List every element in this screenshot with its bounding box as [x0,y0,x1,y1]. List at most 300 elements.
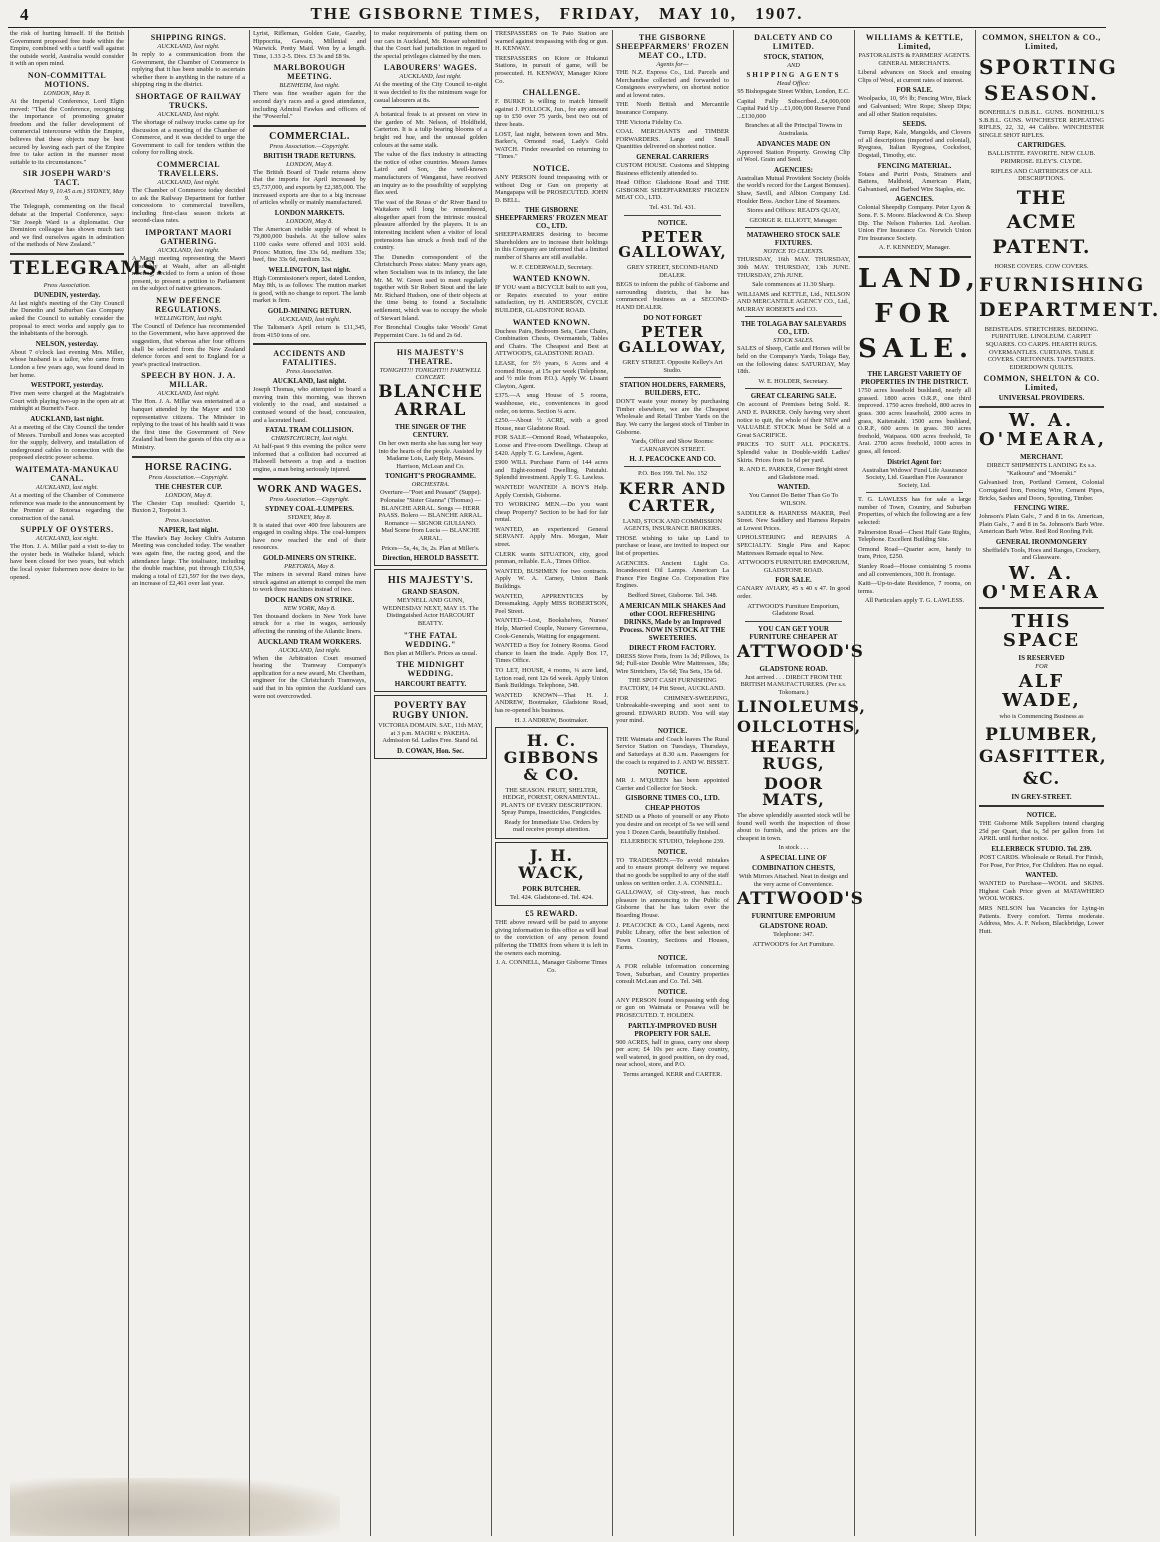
ad-text: Liberal advances on Stock and ensuing Clips of Wool, at current rates of interest. [858,69,971,84]
ad-subheading: IS RESERVED [1018,653,1065,662]
article-text: In reply to a communication from the Government, the Chamber of Commerce is replying that it has been unable to ascertain whether there is anything in the nature of a shipping ring in the district. [132,51,245,89]
rugby-advertisement [374,695,487,759]
classified-notice: WANTED a Boy for Joinery Rooms. Good chance to learn the trade. Apply Box 17, Times Office. [495,642,608,665]
ad-text: 95 Bishopsgate Street Within, London, E.C. [737,88,850,95]
ad-text: FOR CHIMNEY-SWEEPING, Unbreakable-sweeping and soot sent to ground. EDWARD RUDD. You will stay your mind. [616,694,729,725]
ad-text: Woolpacks, 10, 9½ lb; Fencing Wire, Black and Galvanised; Wire Rope; Sheep Dips; and all other Station requisites. [858,95,971,118]
ad-subheading: FENCING MATERIAL. [877,161,952,170]
ad-text: PASTORALISTS & FARMERS' AGENTS. GENERAL MERCHANTS. [858,52,971,67]
ad-text: In stock . . . [778,844,809,852]
ad-text: Totara and Puriri Posts, Strainers and Battens, Malthoid, American Plain, Galvanised, and Barbed Wire Staples, etc. [858,170,971,193]
section-title: COMMERCIAL. [269,130,350,142]
article-text: The British Board of Trade returns show that the imports for April increased by £5,737,000, and exports by £2,385,000. The increased exports are due to a big increase of articles wholly or mainly manufactured. [253,168,366,207]
ad-text: Kaiti—Up-to-date Residence, 7 rooms, on terms. [858,580,971,595]
article-text: The American visible supply of wheat is 79,800,000 bushels. At the tallow sales 1100 casks were offered and 1031 sold. Prices: Mutton, fine 33s 6d, medium 33s; beef, fine 33s 6d, medium 33s. [253,225,366,264]
ad-text: Australian Widows' Fund Life Assurance Society, Ltd. Guardian Fire Assurance Society, Ltd. [861,466,968,489]
dateline: AUCKLAND, last night. [278,316,341,324]
ad-text: Box plan at Miller's. Prices as usual. [383,649,478,657]
article-text: At a meeting of the City Council the tender of Messrs. Turnbull and Jones was accepted for the supply, delivery, and installation of underground cables in connection with the proposed electric power scheme. [10,423,124,462]
ad-text: THE SEASON. FRUIT, SHELTER, HEDGE, FOREST, ORNAMENTAL. PLANTS OF EVERY DESCRIPTION. Spray Pumps, Insecticides, Fungicides. [501,786,602,817]
ad-subheading: CARTRIDGES. [1017,141,1066,150]
ad-text: CUSTOM HOUSE. Customs and Shipping Business efficiently attended to. [616,161,729,177]
ad-text: THE Victoria Fidelity Co. [616,118,683,126]
notice-heading: THE GISBORNE SHEEPFARMERS' FROZEN MEAT CO., LTD. [495,206,608,231]
article-text: The Dunedin correspondent of the Christchurch Press states: Many years ago, when Socialism was in its infancy, the late Mr. M. W. Green used to meet regularly together with Sir Robert Stout and the late Mr. Richard Hudson, one of their objects at the time being to found a Socialistic settlement, which was to occupy the whole of Stewart Island. [374,253,487,322]
theatre-advertisement [374,569,487,692]
ad-text: DRESS Stove Frets, from 1s 3d; Pillows, 1s 9d; Full-size Double Wire Mattresses, 18s; Wire Stretchers, 15s 6d; Tea Sets, 15s 6d. [616,652,729,675]
ad-subheading: District Agent for: [887,457,942,466]
article-text: Ten thousand dockers in New York have struck for a rise in wages, seriously affecting the running of the Atlantic liners. [253,612,366,635]
ad-product-name: HEARTH RUGS, [750,736,837,773]
ad-headline: THIS SPACE [1002,610,1081,651]
article-text: A botanical freak is at present on view in the garden of Mr. Nelson, of Holdfield, Carterton. It is a tulip bearing blooms of a bright red hue, and the unusual golden colours at the same stalk. [374,111,487,149]
ad-product-name: OILCLOTHS, [737,717,862,737]
divider [745,316,842,317]
section-rule [132,456,245,458]
ad-text: P.O. Box 199. Tel. No. 152 [637,470,708,478]
nursery-advertisement [495,727,608,839]
ad-heading: HIS MAJESTY'S. [387,575,474,587]
ad-text: Branches at all the Principal Towns in Australasia. [744,122,843,137]
article-headline: SIR JOSEPH WARD'S TACT. [23,169,111,188]
article-headline: COMMERCIAL TRAVELLERS. [156,159,221,178]
notice-heading: WANTED KNOWN. [512,317,591,327]
ad-text: Ormond Road—Quarter acre, handy to tram, Price, £250. [858,545,971,561]
article-text: There was fine weather again for the second day's races and a good attendance, including Admiral Fawkes and officers of the "Powerful." [253,90,366,121]
article-headline: IMPORTANT MAORI GATHERING. [145,227,232,246]
ad-programme: Overture—"Poet and Peasant" (Suppe). Polonaise "Sister Gianna" (Thomas) — BLANCHE ARRAL. Songs — HERR PAASS. Bolero — BLANCHE ARRAL. Romance — SIGNOR GIULIANO. Mad Scene from Lucia — BLANCHE ARRAL. [378,489,483,542]
article-text: The Hawke's Bay Jockey Club's Autumn Meeting was concluded today. The weather was again fine, the racing good, and the attendance large. The totalisator, including the double machine, put through £10,534, making a total of £21,597 for the two days, an increase of £2,461 over last year. [132,534,245,588]
ad-orchestra: ORCHESTRA. [411,481,450,489]
classified-notice: F. BURKE is willing to match himself against J. POLLOCK, Jun., for any amount up to £50 over 75 yards, best two out of three heats. [495,98,608,128]
ad-text: AGENCIES. Ancient Light Co. Incandescent Oil Lamps. American La France Fire Engine Co. Corporation Fire Engines. [616,559,729,590]
ad-subheading: ADVANCES MADE ON [756,139,831,148]
notice-heading: NOTICE. [657,847,688,856]
butcher-advertisement [495,842,608,906]
ad-subheading: UNIVERSAL PROVIDERS. [998,394,1085,403]
ad-text: Sale commences at 11.30 Sharp. [752,281,835,289]
ad-text: Colonial Sheepdip Company. Peter Lyon & Sons. F. S. Moore. Blackwood & Co. Sheep Dip. The Nelson Fisheries Ltd. Aeolian. Union Fire Insurance Co. Norwich Union Fire Insurance Society. [858,204,971,242]
ad-subheading: MERCHANT. [1020,453,1063,462]
notice-heading: NOTICE. [657,726,688,735]
ad-heading: GREAT CLEARING SALE. [750,392,837,401]
classified-notice: WANTED, APPRENTICES by Dressmaking. Apply MISS ROBERTSON, Peel Street. [495,592,608,615]
ad-text: On her own merits she has sung her way into the hearts of the people. Assisted by Madame Lois, Lady Reip, Messrs. Harrison, McLean and Co. [378,440,483,470]
section-rule [253,125,366,127]
classified-notice: TO WORKING MEN.—Do you want cheap Property? Section to be had for fair rental. [495,501,608,524]
ad-text: A FOR reliable information concerning Town, Suburban, and Country properties consult McLean and Co. Tel. 348. [616,962,729,986]
ad-subheading: GRAND SEASON. [401,588,460,597]
ad-text: SEND us a Photo of yourself or any Photo you desire and on receipt of 5s we will send you 1 Dozen Cards, beautifully finished. [616,813,729,836]
ad-text: All Particulars apply T. G. LAWLESS. [864,597,965,605]
ad-subheading: CHEAP PHOTOS [645,804,700,813]
ad-text: The above splendidly assorted stock will be found well worth the inspection of those about to furnish, and the prices are the cheapest in town. [737,812,850,842]
article-headline: SYDNEY COAL-LUMPERS. [265,504,354,513]
ad-text: DON'T waste your money by purchasing Timber elsewhere, we are the Cheapest Wholesale and Retail Timber Yards on the Bay. We carry the largest stock of Timber in Gisborne. [616,398,729,436]
ad-text: Head Office: Gladstone Road and THE GISBORNE SHEEPFARMERS' FROZEN MEAT CO., LTD. [616,179,729,202]
article-text: At the meeting of the City Council to-night it was decided to fix the minimum wage for casual labourers at 8s. [374,81,487,104]
ad-subheading: ELLERBECK STUDIO. Tel. 239. [991,845,1092,854]
ad-subheading: GENERAL CARRIERS [636,152,709,161]
ad-headline: FURNISHING DEPARTMENT. [979,274,1160,322]
divider [624,215,721,216]
article-text: At a meeting of the Chamber of Commerce reference was made to the announcement by the Premier at Rotorua regarding the construction of the canal. [10,491,124,522]
ad-text: TO TRADESMEN.—To avoid mistakes and to ensure prompt delivery we request that no goods be supplied to any of the staff unless on written order. J. A. CONNELL. [616,856,729,887]
notice-heading: NOTICE. [657,768,688,777]
classified-notice: £250.—About ½ ACRE, with a good House, near Gladstone Road. [495,417,608,432]
dateline: NEW YORK, May 8. [283,604,336,612]
dateline: Press Association. [43,281,91,289]
ad-text: GREY STREET. Opposite Kelley's Art Studio. [622,359,723,374]
section-rule [253,343,366,345]
article-text: Five men were charged at the Magistrate's Court with playing two-up in the open air at midnight at Burnett's Face. [10,390,124,413]
column-rule [128,30,129,1536]
ad-text: MR J. M'QUEEN has been appointed Carrier and Collector for Stock. [616,777,729,792]
classified-notice: TRESPASSERS on Kiore or Hukanui Stations, in pursuit of game, will be prosecuted. H. KENWAY, Manager Kiore Co. [495,54,608,85]
dateline-city: AUCKLAND, last night. [272,377,347,386]
ad-text: HORSE COVERS. COW COVERS. [994,262,1089,270]
ad-company-name: W. A. O'MEARA, [979,410,1107,451]
ad-company-name: COMMON, SHELTON & CO. Limited, [983,374,1100,393]
column-8 [858,30,981,1536]
ad-text: Terms arranged. KERR and CARTER. [623,1070,722,1078]
issue-year: 1907. [755,4,804,23]
article-headline: SPEECH BY HON. J. A. MILLAR. [141,371,236,390]
column-3 [253,30,366,1536]
ad-text: BALLISTITE. FAVORITE. NEW CLUB. PRIMROSE. ELEY'S. CLYDE. [987,150,1096,165]
column-rule [733,30,734,1536]
classified-signature: H. J. ANDREW, Bootmaker. [514,716,589,724]
article-headline: GOLD-MINERS ON STRIKE. [262,553,357,562]
ad-subheading: TONIGHT!!! TONIGHT!!! FAREWELL CONCERT. [379,367,482,382]
article-headline: LABOURERS' WAGES. [383,63,478,73]
column-4 [374,30,487,1536]
ad-text: Capital Fully Subscribed...£4,000,000 Capital Paid Up ...£1,000,000 Reserve Fund ...£130,000 [737,97,850,120]
dateline: PRETORIA, May 8. [284,562,335,570]
ad-play-title: THE MIDNIGHT WEDDING. [396,660,465,679]
masthead-title [8,4,1106,24]
ad-text: Palmerston Road—Chest Half Gate Rights, Telephone. Excellent Building Site. [858,528,971,544]
ad-subheading: SHIPPING AGENTS [746,71,841,79]
ad-text: MEYNELL AND GUNN, WEDNESDAY NEXT, MAY 15. The Distinguished Actor HARCOURT BEATTY. [382,597,479,627]
column-1 [10,30,164,1536]
theatre-advertisement [374,342,487,566]
ad-text: On account of Premises being Sold. R. AND E. PARKER. Only having very short notice to quit, the whole of their NEW and VALUABLE STOCK Must be Sold at a Great SACRIFICE. [737,401,850,439]
article-text: The miners in several Rand mines have struck against an attempt to compel the men to work three machines instead of two. [253,570,366,594]
ad-heading: THE GISBORNE SHEEPFARMERS' FROZEN MEAT CO., LTD. [616,33,729,60]
article-headline: SHIPPING RINGS. [150,33,227,42]
article-text: The vast of the Reuss o' dir' River Band to Waitakere will long be remembered, altogether apart from the intrinsic musical pleasure afforded by the players. It is an interesting incident when a visitor of local pretensions has struck a fresh trail of the country. [374,198,487,252]
dateline: LONDON, May 8. [165,491,212,499]
ad-heading: MATAWHERO STOCK SALE FIXTURES. [746,231,841,248]
ad-text: Approved Station Property. Growing Clip of Wool. Grain and Seed. [737,148,850,164]
divider [624,377,721,378]
section-rule [979,805,1104,807]
ad-text: Just arrived . . . DIRECT FROM THE BRITISH MANUFACTURERS. (Per s.s. Tokomaru.) [740,673,847,696]
column-7 [737,30,866,1536]
issue-date: MAY 10, [659,4,738,23]
article-text: Lyrist, Rifleman, Golden Gate, Gazeby, Hippocrita, Gawain, Millenial and Warwick. Pretty Maid. Won by a length. Time, 1.33 2-5. Divs. £3 3s and £8 9s. [253,30,366,60]
ad-text: BEDSTEADS. STRETCHERS. BEDDING. FURNITURE. LINOLEUM. CARPET SQUARES. CO CARPS. HEARTH RUGS. OVERMANTLES. CURTAINS. TABLE COVERS. CRETONNES. TAPESTRIES. EIDERDOWN QUILTS. [984,325,1099,371]
classified-notice: IF YOU want a BICYCLE built to suit you, or Repairs executed to your entire satisfaction, try H. ANDERSON, CYCLE BUILDER, GLADSTONE ROAD. [495,284,608,315]
article-text: The Hon. J. A. Millar paid a visit to-day to the oyster beds in Waiheke Island, which have been closed for two years, but which the local oyster fishermen now desire to be opened. [10,543,124,581]
ad-direction: Direction, HEROLD BASSETT. [382,554,479,563]
divider [745,227,842,228]
ad-subheading: THE LARGEST VARIETY OF PROPERTIES IN THE DISTRICT. [860,370,969,387]
ad-text: GEORGE R. ELLIOTT, Manager. [749,216,838,224]
ad-text: R. AND E. PARKER, Corner Bright street and Gladstone road. [739,466,848,481]
divider [866,492,963,493]
ad-text: POST CARDS. Wholesale or Retail. For Finish, For Pose, For Price, For Children. Has no equal. [979,854,1104,869]
ad-subheading: SEEDS. [902,120,927,129]
article-text: The Chamber of Commerce today decided to ask the Railway Department for further concessions to commercial travellers, including first-class season tickets at second-class rates. [132,186,245,225]
ad-headline: SPORTING SEASON. [979,55,1118,105]
ad-company-name: H. C. GIBBONS & CO. [503,731,600,784]
ad-subheading: COMBINATION CHESTS, [751,864,836,873]
ad-headline: LAND, FOR SALE. [858,263,981,365]
ad-text: W. E. HOLDER, Secretary. [758,377,829,385]
ad-subheading: DIRECT FROM FACTORY. [629,643,716,652]
ad-text: You Cannot Do Better Than Go To WILSON. [748,492,839,507]
column-5 [495,30,608,1536]
ad-prices: Prices—5s, 4s, 3s, 2s. Plan at Miller's. [381,544,480,552]
article-text: About 7 o'clock last evening Mrs. Miller, whose husband is a tailor, who came from London a few years ago, was found dead in her home. [10,348,124,379]
notice-heading: WANTED. [777,483,810,492]
article-headline: GOLD-MINING RETURN. [267,307,352,316]
ad-subheading: STOCK SALES. [773,337,814,345]
ad-subheading: AGENCIES. [895,195,934,204]
classified-notice: WANTED, an experienced General SERVANT. Apply Mrs. Morgan, Mair street. [495,525,608,549]
article-headline: BRITISH TRADE RETURNS. [263,151,356,160]
dateline: CHRISTCHURCH, last night. [271,435,348,443]
ad-text: ELLERBECK STUDIO, Telephone 239. [620,838,725,846]
column-6 [616,30,729,1536]
section-rule [10,253,124,255]
article-text: the risk of hurting himself. If the British Government proposed free trade within the Empire, combined with a tariff wall against the outside world, Australia would consider it with an open mind. [10,30,124,68]
classified-notice: WANTED—Lost, Bookshelves, Nurses' Help, Married Couple, Nursery Governess, Cook-Generals, Waiting for engagement. [495,617,608,640]
ad-subheading: GLADSTONE ROAD. [759,664,828,673]
article-headline: FATAL TRAM COLLISION. [265,426,354,435]
classified-notice: LEASE, for 5½ years, 6 Acres and 4 roomed House, at 15s per week (Telephone, and ½ mile from P.O.). Apply W. Lissant Clayton, Agent. [495,360,608,390]
article-text: When the Arbitration Court resumed hearing the Tramway Company's application for a new award, Mr. Cheetham, engineer for the Christchurch Tramways, said that in his opinion the Auckland cars were not overcrowded. [253,654,366,700]
ad-text: J. PEACOCKE & CO., Land Agents, next Public Library, offer the best selection of Town Country, Sections and Houses, Farms. [616,921,729,952]
ad-text: BONEHILL'S D.B.B.L. GUNS. BONEHILL'S S.B.B.L. GUNS. WINCHESTER REPEATING RIFLES, 22, 32, 44 Calibre. WINCHESTER SINGLE SHOT RIFLES. [979,109,1104,139]
ad-text: Turnip Rape, Kale, Mangolds, and Clovers of all descriptions (imported and colonial), Ryegrass, Italian Ryegrass, Cocksfoot, Dogstail, Timothy, etc. [858,129,971,159]
dateline: LONDON, May 8. [286,217,333,225]
classified-notice: Duchess Pairs, Bedroom Sets, Cane Chairs, Combination Chests, Overmantels, Tables and Chairs. The Cheapest and Best at ATTWOOD'S, GLADSTONE ROAD. [495,327,608,358]
ad-text: MRS NELSON has Vacancies for Lying-in Patients. Every comfort. Terms moderate. Address, Mrs. A. F. Nelson, Blackbridge, Lower Hutt. [979,905,1104,935]
ad-performer-name: BLANCHE ARRAL [378,382,483,421]
ad-company-name: PETER GALLOWAY, [618,322,727,357]
ad-text: LAND, STOCK AND COMMISSION AGENTS, INSURANCE BROKERS. [622,517,723,533]
article-headline: SHORTAGE OF RAILWAY TRUCKS. [135,91,242,110]
ad-heading: WILLIAMS & KETTLE, Limited, [865,33,964,51]
ad-text: Yards, Office and Show Rooms: CARNARVON STREET. [631,438,714,453]
ad-company-name: KERR AND CARTER, [618,479,727,515]
ad-product-name: LINOLEUMS, [737,697,866,717]
ad-subheading: GENERAL IRONMONGERY [995,537,1088,546]
ad-text: THOSE wishing to take up Land to purchase or lease, are invited to inspect our list of properties. [616,534,729,557]
ad-text: SADDLER & HARNESS MAKER, Peel Street. New Saddlery and Harness Repairs at Lowest Prices. [737,509,850,532]
section-title: ACCIDENTS AND FATALITIES. [273,349,346,368]
ad-company-name: J. H. WACK, [518,846,585,882]
ad-text: Ready for Immediate Use. Orders by mail receive prompt attention. [504,818,599,834]
notice-heading: WANTED. [1025,871,1058,880]
dateline: AUCKLAND, last night. [35,483,99,491]
article-text: High Commissioner's report, dated London, May 8th, is as follows: The mutton market is good, with no change to report. The lamb market is firm. [253,274,366,305]
ad-text: ATTWOOD'S FURNITURE EMPORIUM, GLADSTONE ROAD. [737,559,850,574]
article-headline: THE CHESTER CUP. [154,482,223,491]
ad-text: Stanley Road—House containing 5 rooms and all conveniences, 300 ft. frontage. [858,563,971,578]
dateline: LONDON, May 8. [43,89,91,97]
article-text: For Bronchial Coughs take Woods' Great Peppermint Cure. 1s 6d and 2s 6d. [374,324,487,339]
ad-subheading: PORK BUTCHER. [522,884,581,893]
notice-heading: CHALLENGE. [522,88,581,98]
ad-text: VICTORIA DOMAIN. SAT., 11th MAY, at 3 p.m. MAORI v. PAKEHA. Admission 6d. Ladies Free. Stand 6d. [378,722,483,745]
article-headline: MARLBOROUGH MEETING. [273,63,346,82]
ad-text: PRICES TO SUIT ALL POCKETS. Splendid value in Double-width Ladies' Skirts. Prices from 1s 6d per yard. [737,441,850,464]
dateline: AUCKLAND, last night. [399,73,462,81]
ad-signature: D. COWAN, Hon. Sec. [396,746,465,755]
ad-text: COAL MERCHANTS and TIMBER FORWARDERS. Large and Small Quantities delivered on shortest notice. [616,128,729,151]
article-headline: WAITEMATA-MANUKAU CANAL. [15,464,119,483]
classified-notice: £375.—A snug House of 5 rooms, washhouse, etc., conveniences in good order, on terms. Section ¼ acre. [495,392,608,415]
classified-notice: TO LET, HOUSE, 4 rooms, ¼ acre land, Lytton road, rent 12s 6d week. Apply Union Bank Buildings. Telephone, 348. [495,666,608,690]
issue-day: FRIDAY, [559,4,641,23]
ad-subheading: IN GREY-STREET. [1011,793,1072,802]
ad-text: THE North British and Mercantile Insurance Company. [616,101,729,116]
notice-heading: NOTICE. [657,218,688,227]
notice-heading: NOTICE. [657,953,688,962]
article-text: At half-past 9 this evening the police were informed that a collision had occurred at Halswell between a trap and a traction engine, a man being seriously injured. [253,443,366,473]
dateline: BLENHEIM, last night. [279,82,340,90]
ad-text: GREY STREET, SECOND-HAND DEALER. [626,264,719,279]
article-text: Joseph Thomas, who attempted to board a moving train this morning, was thrown violently to the road, and sustained a contused wound of the head, concussion, and a lacerated hand. [253,386,366,424]
dateline: WELLINGTON, last night. [154,314,223,322]
ad-heading: THE TOLAGA BAY SALEYARDS CO., LTD. [740,320,847,337]
ad-text: THE N.Z. Express Co., Ltd. Parcels and Merchandise collected and forwarded to Consignees everywhere, on shortest notice and at lowest rates. [616,69,729,99]
article-text: The Council of Defence has recommended to the Government, who have approved the suggestion, that whereas after four officers shall be selected from the New Zealand defence forces and sent to England for a year's practical instruction. [132,322,245,368]
article-headline: SUPPLY OF OYSTERS. [20,525,114,535]
ad-subheading: STATION HOLDERS, FARMERS, BUILDERS, ETC. [619,381,726,398]
ad-text: THE SPOT CASH FURNISHING FACTORY, 14 Pitt Street, AUCKLAND. [620,677,725,692]
ad-text: Tel. 431. Tel. 431. [649,203,696,211]
classified-notice: TRESPASSERS on Te Pato Station are warned against trespassing with dog or gun. H. KENWAY. [495,30,608,53]
article-headline: DOCK HANDS ON STRIKE. [264,595,355,604]
section-rule [253,478,366,480]
dateline: AUCKLAND, last night. [157,43,220,50]
ad-text: Bedford Street, Gisborne. Tel. 348. [627,591,718,599]
ad-heading: DALCETY AND CO LIMITED. [754,33,833,51]
ad-subheading: AND [787,62,800,69]
dateline: AUCKLAND, last night. [157,246,220,254]
ad-headline: PLUMBER, GASFITTER, &C. [979,725,1107,790]
ad-heading: HIS MAJESTY'S THEATRE. [396,348,465,367]
classified-notice: FOR SALE—Ormond Road, Whataupoko, Loose and Five-room Dwellings. Cheap at £420. Apply T. G. Lawless, Agent. [495,434,608,457]
ad-text: WANTED to Purchase—WOOL and SKINS. Highest Cash Price given at MATAWHERO WOOL WORKS. [979,880,1104,903]
dateline: SYDNEY, May 8. [287,513,332,521]
paper-name: THE GISBORNE TIMES, [310,4,542,23]
column-rule [612,30,613,1536]
article-headline: LONDON MARKETS. [274,208,345,217]
ad-programme-heading: TONIGHT'S PROGRAMME. [385,472,476,481]
ad-text: GALLOWAY, of City-street, has much pleasure in announcing to the Public of Gisborne that he has taken over the Boarding House. [616,889,729,919]
dateline-city: DUNEDIN, yesterday. [33,290,101,299]
ad-text: With Mirrors Attached. Neat in design and the very acme of Convenience. [739,873,848,888]
divider [624,466,721,467]
ad-text: who is Commencing Business as [999,713,1084,721]
ad-subheading: Head Office: [776,80,811,87]
dateline: Press Association.—Copyright. [148,473,229,481]
ad-company-name: ATTWOOD'S [737,889,864,910]
dateline: AUCKLAND, last night. [278,646,341,654]
dateline: Press Association. [165,516,212,524]
ad-text: CANARY AVIARY, 45 x 40 x 47. In good order. [737,585,850,600]
article-text: The Chester Cup resulted: Querido 1, Buxton 2, Torpoint 3. [132,499,245,515]
dateline: AUCKLAND, last night. [157,110,220,118]
page-number: 4 [20,5,31,24]
dateline-city: NELSON, yesterday. [35,339,99,348]
dateline: Press Association.—Copyright. [269,495,350,503]
classified-notice: WANTED KNOWN—That H. J. ANDREW, Bootmaker, Gladstone Road, has re-opened his business. [495,691,608,714]
dateline: Press Association.—Copyright. [269,142,350,150]
ad-text: THURSDAY, 16th MAY. THURSDAY, 30th MAY. THURSDAY, 13th JUNE. THURSDAY, 27th JUNE. [737,256,850,279]
section-rule [979,406,1104,408]
classified-notice: ANY PERSON found trespassing with or without Dog or Gun on property at Mangapapa will be PROSECUTED. JOHN D. BELL. [495,173,608,204]
article-text: The Taltsman's April return is £11,345, from 4150 tons of ore. [253,324,366,339]
dateline-city: NAPIER, last night. [158,525,219,534]
ad-text: Galvanised Iron, Portland Cement, Colonial Corrugated Iron, Fencing Wire, Cement Pipes, Bricks, Sashes and Doors, Spouting, Timber. [979,479,1104,502]
ad-text: WILLIAMS and KETTLE, Ltd., NELSON AND MERCANTILE AGENCY CO., Ltd., MURRAY ROBERTS and CO. [737,290,850,313]
ad-text: THE Gisborne Milk Suppliers intend charging 25d per Quart, that is, 5d per gallon from 1st APRIL until further notice. [979,820,1104,843]
article-text: At last night's meeting of the City Council the Dunedin and Suburban Gas Company asked the Council to suitably consider the proposal to erect works and supply gas to the inhabitants of the borough. [10,299,124,338]
ad-company-name: COMMON, SHELTON & CO., Limited, [982,33,1101,51]
column-rule [975,30,976,1536]
classified-notice: THE above reward will be paid to anyone giving information to this office as will lead to the conviction of any person found pilfering the TIMES from where it is left in the owners each morning. [495,919,608,957]
ad-subheading: GISBORNE TIMES CO., LTD. [625,794,720,803]
article-headline: AUCKLAND TRAM WORKERS. [257,637,362,646]
dateline-city: AUCKLAND, last night. [30,414,104,423]
ad-subheading: A SPECIAL LINE OF [760,854,827,863]
ad-subheading: PARTLY-IMPROVED BUSH PROPERTY FOR SALE. [628,1021,717,1038]
classified-notice: LOST, last night, between town and Mrs. Barker's, Ormond road, Lady's Gold WATCH. Finder rewarded on returning to "Times." [495,130,608,161]
ad-text: UPHOLSTERING and REPAIRS A SPECIALTY. Single Pins and Kapoc Mattresses Remade equal to New. [737,534,850,557]
ad-subheading: A MERICAN MILK SHAKES And other COOL REFRESHING DRINKS, Made by an Improved Process. NOW IN STOCK AT THE SWEETERIES. [619,601,726,642]
classified-notice: SHEEPFARMERS desiring to become Shareholders are to increase their holdings in this Company are informed that a limited number of Shares are still available. [495,231,608,262]
ad-company-name: PETER GALLOWAY, [618,227,727,262]
ad-text: Tel. 424. Gladstone-rd. Tel. 424. [510,893,593,901]
divider [745,621,842,622]
dateline-city: WELLINGTON, last night. [268,265,351,274]
classified-notice: WANTED, BUSHMEN for two contracts. Apply W. A. Carney, Union Bank Buildings. [495,567,608,591]
ad-company-name: ALF WADE, [1002,670,1081,711]
ad-text: Johnson's Plain Galv., 7 and 8 in 6s. American, Plain Galv., 7 and 8 in 5s. Johnson's Barb Wire. American Barb Wire. Red Rod Roofing Felt. [979,513,1104,536]
section-rule [979,607,1104,609]
ad-text: ATTWOOD'S Furniture Emporium, Gladstone Road. [747,602,840,618]
ad-text: T. G. LAWLESS has for sale a large number of Town, Country, and Suburban Properties, of which the following are a few selected: [858,496,971,527]
notice-heading: FOR SALE. [775,576,812,585]
notice-heading: £5 REWARD. [525,909,578,919]
ad-subheading: GLADSTONE ROAD. [759,922,828,931]
article-text: to make requirements of putting them on our cars in Auckland, Mr. Rosser submitted that the Court had jurisdiction in regard to the special privileges claimed by the men. [374,30,487,60]
dateline: AUCKLAND, last night. [35,535,99,543]
ad-subheading: FOR [1035,662,1048,670]
ad-text: SALES of Sheep, Cattle and Horses will be held on the Company's Yards, Tolaga Bay, on the following dates: SATURDAY, May 18th. [737,345,850,376]
section-title: WORK AND WAGES. [257,483,362,495]
article-text: The shortage of railway trucks came up for discussion at a meeting of the Chamber of Commerce, and it was decided to urge the Government to call for tenders within the colony for rolling stock. [132,118,245,157]
dateline: AUCKLAND, last night. [157,390,220,398]
dateline-city: WESTPORT, yesterday. [30,381,104,390]
